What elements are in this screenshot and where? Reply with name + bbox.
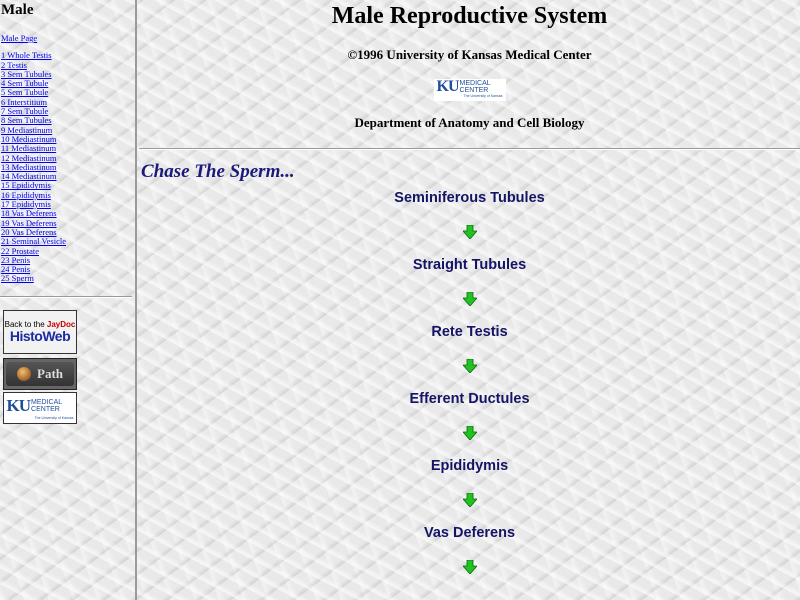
- flow-step: Straight Tubules: [412, 257, 527, 273]
- kumc-sub: The University of Kansas: [463, 94, 503, 98]
- arrow-container: [139, 274, 800, 323]
- sidebar-link[interactable]: 11 Mediastinum: [1, 143, 57, 154]
- histoweb-logo-button[interactable]: [3, 310, 77, 354]
- kumc-small-line2: CENTER: [31, 405, 60, 413]
- green-down-arrow-icon: [463, 292, 477, 306]
- green-down-arrow-icon: [463, 225, 477, 239]
- flow-step: Epididymis: [430, 458, 509, 474]
- kumc-line1: MEDICAL: [459, 80, 491, 87]
- sidebar-link-list: [0, 51, 135, 283]
- sidebar-link[interactable]: 10 Mediastinum: [1, 133, 57, 144]
- histoweb-back-label: Back to the: [4, 319, 45, 329]
- histoweb-label: HistoWeb: [9, 327, 71, 344]
- department-text: Department of Anatomy and Cell Biology: [354, 115, 585, 130]
- sidebar-divider: [0, 296, 132, 298]
- sidebar-link[interactable]: 19 Vas Deferens: [1, 217, 57, 228]
- sperm-path-flow: [139, 189, 800, 591]
- sidebar-link[interactable]: 4 Sem Tubule: [1, 78, 49, 89]
- kumc-small-logo-content: [7, 396, 74, 420]
- kumc-small-line1: MEDICAL: [31, 398, 63, 406]
- green-down-arrow-icon: [463, 426, 477, 440]
- sidebar-link[interactable]: 5 Sem Tubule: [1, 87, 49, 98]
- kumc-line2: CENTER: [459, 87, 489, 94]
- kumc-logo: [434, 79, 506, 101]
- kumc-logo-content: [437, 79, 503, 99]
- kumc-words: [460, 80, 491, 94]
- green-down-arrow-icon: [463, 493, 477, 507]
- flow-step: Efferent Ductules: [409, 391, 530, 407]
- sidebar-link[interactable]: 23 Penis: [1, 254, 31, 265]
- copyright-text: ©1996 University of Kansas Medical Center: [347, 47, 592, 62]
- sidebar-frame: [0, 0, 137, 600]
- sidebar-link[interactable]: 7 Sem Tubule: [1, 106, 49, 117]
- kumc-ku: KU: [436, 78, 459, 95]
- sidebar-link[interactable]: 6 Interstitium: [1, 96, 48, 107]
- kumc-small-sub: The University of Kansas: [34, 415, 74, 420]
- sidebar-link[interactable]: 1 Whole Testis: [1, 50, 52, 61]
- chase-heading: Chase The Sperm...: [141, 161, 295, 182]
- main-frame: [139, 0, 800, 600]
- sidebar-link[interactable]: 18 Vas Deferens: [1, 208, 57, 219]
- sidebar-link[interactable]: 25 Sperm: [1, 273, 34, 284]
- kumc-small-logo-row: [7, 396, 63, 416]
- sidebar-link[interactable]: 16 Epididymis: [1, 189, 51, 200]
- arrow-container: [139, 542, 800, 591]
- sidebar-title: Male: [1, 2, 34, 18]
- kumc-logo-button[interactable]: [3, 392, 77, 424]
- green-down-arrow-icon: [463, 560, 477, 574]
- path-logo-button[interactable]: [3, 358, 77, 390]
- kumc-small-words: [31, 399, 62, 413]
- arrow-container: [139, 475, 800, 524]
- sidebar-link[interactable]: 8 Sem Tubules: [1, 115, 52, 126]
- sidebar-link[interactable]: 21 Seminal Vesicle: [1, 236, 66, 247]
- male-page-link[interactable]: Male Page: [1, 33, 38, 43]
- sidebar-link[interactable]: 3 Sem Tubules: [1, 68, 52, 79]
- arrow-container: [139, 408, 800, 457]
- sidebar-link[interactable]: 2 Testis: [1, 59, 27, 70]
- arrow-container: [139, 341, 800, 390]
- path-ball-icon: [17, 367, 31, 381]
- sidebar-link[interactable]: 24 Penis: [1, 264, 31, 275]
- page-title: Male Reproductive System: [331, 3, 608, 29]
- sidebar-link[interactable]: 20 Vas Deferens: [1, 226, 57, 237]
- sidebar-link[interactable]: 15 Epididymis: [1, 180, 51, 191]
- flow-step: Seminiferous Tubules: [394, 190, 545, 206]
- sidebar-link[interactable]: 17 Epididymis: [1, 199, 51, 210]
- flow-step: Vas Deferens: [423, 525, 516, 541]
- arrow-container: [139, 207, 800, 256]
- kumc-logo-row: [437, 79, 503, 95]
- path-logo-inner: [6, 362, 74, 386]
- path-label: Path: [37, 365, 63, 381]
- sidebar-link[interactable]: 14 Mediastinum: [1, 171, 57, 182]
- sidebar-link[interactable]: 13 Mediastinum: [1, 161, 57, 172]
- sidebar-link[interactable]: 9 Mediastinum: [1, 124, 53, 135]
- green-down-arrow-icon: [463, 359, 477, 373]
- main-divider: [139, 148, 800, 150]
- jaydoc-label: JayDoc: [46, 319, 76, 329]
- kumc-small-ku: KU: [6, 395, 31, 415]
- sidebar-link[interactable]: 22 Prostate: [1, 245, 40, 256]
- flow-step: Rete Testis: [431, 324, 508, 340]
- sidebar-link[interactable]: 12 Mediastinum: [1, 152, 57, 163]
